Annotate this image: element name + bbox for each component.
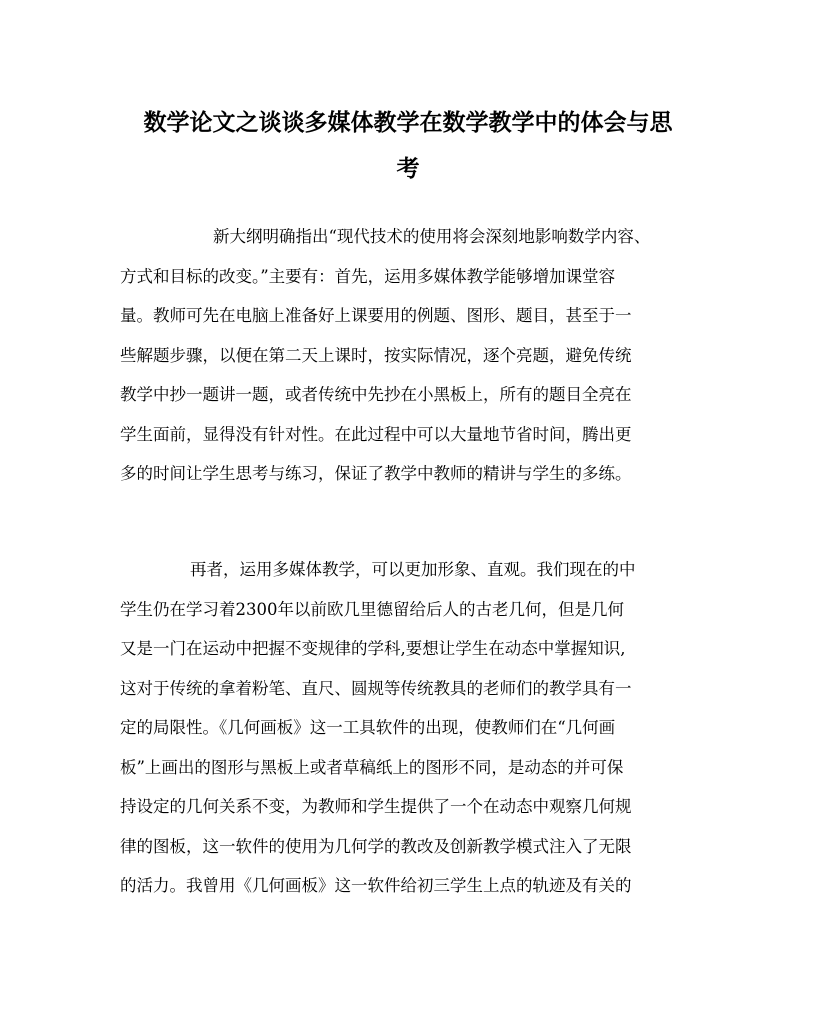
paragraph-1 xyxy=(120,217,700,494)
paragraph-line: 这对于传统的拿着粉笔、直尺、圆规等传统教具的老师们的教学具有一 xyxy=(120,678,632,698)
paragraph-line: 持设定的几何关系不变，为教师和学生提供了一个在动态中观察几何规 xyxy=(120,797,632,816)
paragraph-line: 再者，运用多媒体教学，可以更加形象、直观。我们现在的中 xyxy=(190,560,636,579)
paragraph-2 xyxy=(120,550,700,906)
paragraph-line: 的活力。我曾用《几何画板》这一软件给初三学生上点的轨迹及有关的 xyxy=(120,876,632,895)
paragraph-line: 又是一门在运动中把握不变规律的学科,要想让学生在动态中掌握知识, xyxy=(120,639,626,658)
title-line: 数学论文之谈谈多媒体教学在数学教学中的体会与思 xyxy=(143,109,673,136)
paragraph-line: 板”上画出的图形与黑板上或者草稿纸上的图形不同，是动态的并可保 xyxy=(120,757,624,777)
paragraph-line: 学生仍在学习着2300年以前欧几里德留给后人的古老几何，但是几何 xyxy=(120,599,624,619)
title-line: 考 xyxy=(396,155,420,182)
paragraph-line: 些解题步骤，以便在第二天上课时，按实际情况，逐个亮题，避免传统 xyxy=(120,345,632,365)
paragraph-line: 定的局限性。《几何画板》这一工具软件的出现，使教师们在“几何画 xyxy=(120,718,616,737)
paragraph-line: 学生面前，显得没有针对性。在此过程中可以大量地节省时间，腾出更 xyxy=(120,424,632,444)
paragraph-line: 新大纲明确指出“现代技术的使用将会深刻地影响数学内容、 xyxy=(213,227,651,246)
paragraph-line: 方式和目标的改变。”主要有：首先，运用多媒体教学能够增加课堂容 xyxy=(120,266,616,286)
paragraph-line: 多的时间让学生思考与练习，保证了教学中教师的精讲与学生的多练。 xyxy=(120,464,632,483)
paragraph-line: 律的图板，这一软件的使用为几何学的教改及创新教学模式注入了无限 xyxy=(120,836,632,856)
paragraph-line: 教学中抄一题讲一题，或者传统中先抄在小黑板上，所有的题目全亮在 xyxy=(120,385,632,404)
paragraph-line: 量。教师可先在电脑上准备好上课要用的例题、图形、题目，甚至于一 xyxy=(120,306,632,325)
document-title xyxy=(110,100,706,192)
